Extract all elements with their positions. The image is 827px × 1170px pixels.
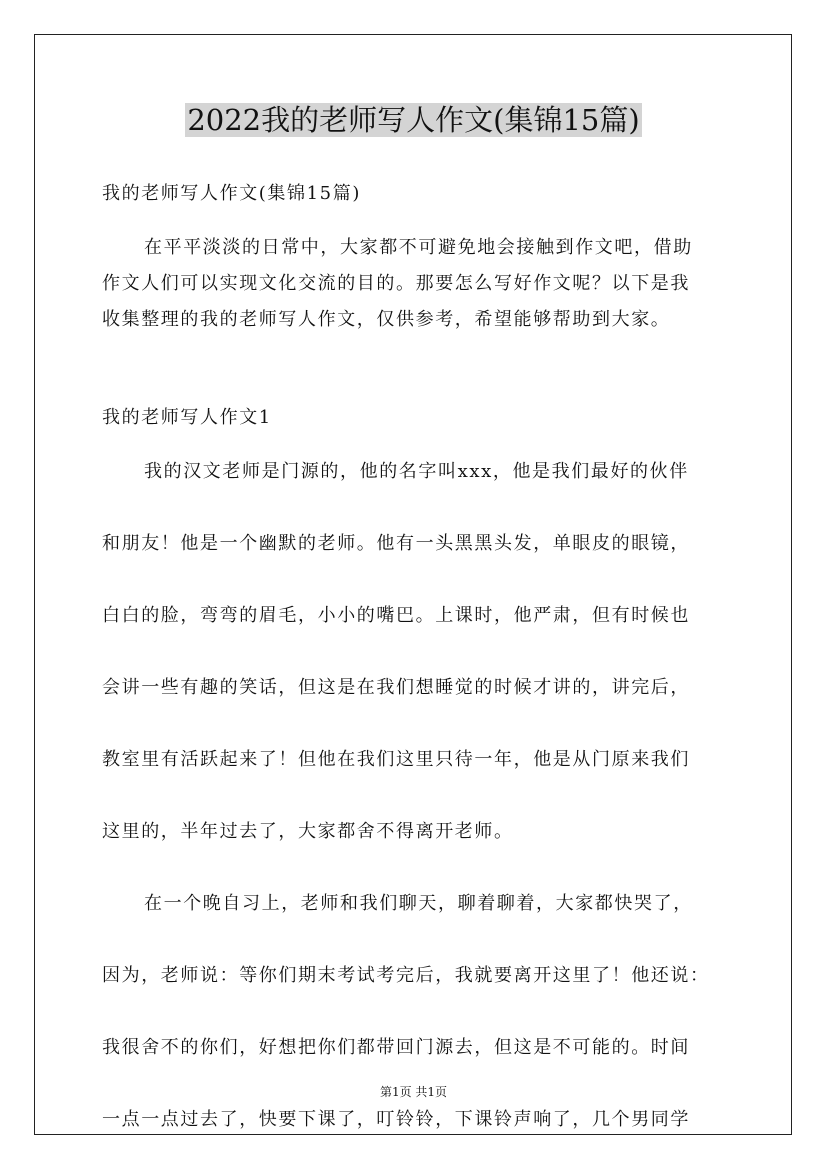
body-paragraph-1 (102, 454, 730, 850)
paragraph-line: 我很舍不的你们，好想把你们都带回门源去，但这是不可能的。时间 (102, 1037, 690, 1058)
document-body (102, 176, 730, 1138)
paragraph-line: 我的汉文老师是门源的，他的名字叫xxx，他是我们最好的伙伴 (144, 461, 689, 482)
page-footer: 第1页 共1页 (379, 1085, 448, 1099)
spacer (102, 338, 730, 400)
intro-line: 在平平淡淡的日常中，大家都不可避免地会接触到作文吧，借助 (144, 237, 693, 258)
section-heading: 我的老师写人作文1 (102, 407, 272, 428)
paragraph-line: 白白的脸，弯弯的眉毛，小小的嘴巴。上课时，他严肃，但有时候也 (102, 605, 690, 626)
spacer (102, 850, 730, 886)
paragraph-line: 在一个晚自习上，老师和我们聊天，聊着聊着，大家都快哭了， (144, 893, 693, 914)
spacer (102, 436, 730, 454)
paragraph-line: 教室里有活跃起来了！但他在我们这里只待一年，他是从门原来我们 (102, 749, 690, 770)
intro-line: 作文人们可以实现文化交流的目的。那要怎么写好作文呢？以下是我 (102, 273, 690, 294)
document-title (0, 96, 827, 144)
paragraph-line: 和朋友！他是一个幽默的老师。他有一头黑黑头发，单眼皮的眼镜， (102, 533, 690, 554)
paragraph-line: 一点一点过去了，快要下课了，叮铃铃，下课铃声响了，几个男同学 (102, 1109, 690, 1130)
intro-paragraph (102, 230, 730, 338)
intro-line: 收集整理的我的老师写人作文，仅供参考，希望能够帮助到大家。 (102, 309, 671, 330)
paragraph-line: 这里的，半年过去了，大家都舍不得离开老师。 (102, 821, 514, 842)
paragraph-line: 会讲一些有趣的笑话，但这是在我们想睡觉的时候才讲的，讲完后， (102, 677, 690, 698)
paragraph-line: 因为，老师说：等你们期末考试考完后，我就要离开这里了！他还说： (102, 965, 710, 986)
spacer (102, 212, 730, 230)
document-subtitle: 我的老师写人作文(集锦15篇) (102, 183, 361, 204)
document-title-text: 2022我的老师写人作文(集锦15篇) (187, 103, 640, 137)
